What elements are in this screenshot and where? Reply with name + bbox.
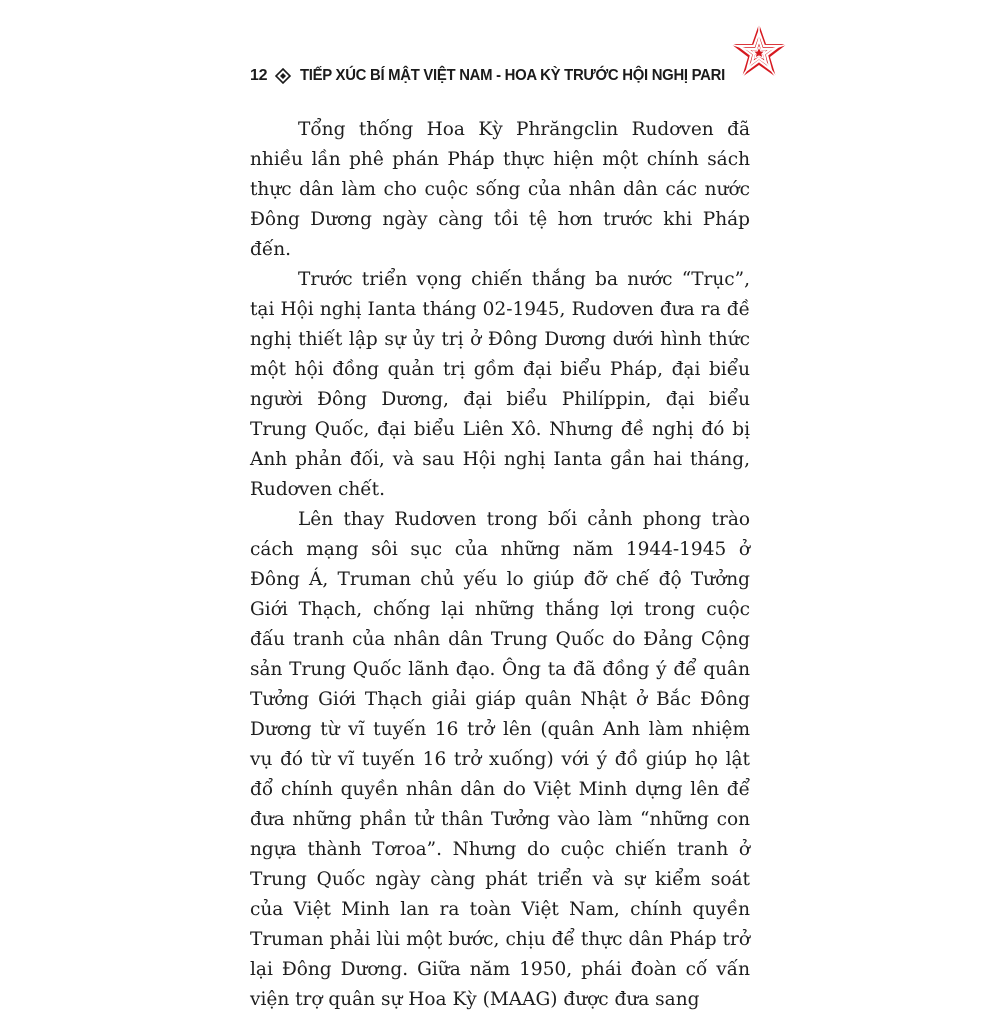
running-header — [250, 64, 750, 88]
body-text — [250, 115, 750, 1015]
diamond-icon — [275, 68, 291, 84]
running-title: TIẾP XÚC BÍ MẬT VIỆT NAM - HOA KỲ TRƯỚC HỘI NGHỊ PARI — [300, 67, 726, 84]
paragraph: Trước triển vọng chiến thắng ba nước “Trục”, tại Hội nghị Ianta tháng 02-1945, Rudơven đưa ra đề nghị thiết lập sự ủy trị ở Đông Dương dưới hình thức một hội đồng quản trị gồm đại biểu Pháp, đại biểu người Đông Dương, đại biểu Philíppin, đại biểu Trung Quốc, đại biểu Liên Xô. Nhưng đề nghị đó bị Anh phản đối, và sau Hội nghị Ianta gần hai tháng, Rudơven chết. — [250, 269, 750, 500]
page-number: 12 — [250, 67, 268, 84]
paragraph: Lên thay Rudơven trong bối cảnh phong trào cách mạng sôi sục của những năm 1944-1945 ở Đông Á, Truman chủ yếu lo giúp đỡ chế độ Tưởng Giới Thạch, chống lại những thắng lợi trong cuộc đấu tranh của nhân dân Trung Quốc do Đảng Cộng sản Trung Quốc lãnh đạo. Ông ta đã đồng ý để quân Tưởng Giới Thạch giải giáp quân Nhật ở Bắc Đông Dương từ vĩ tuyến 16 trở lên (quân Anh làm nhiệm vụ đó từ vĩ tuyến 16 trở xuống) với ý đồ giúp họ lật đổ chính quyền nhân dân do Việt Minh dựng lên để đưa những phần tử thân Tưởng vào làm “những con ngựa thành Tơroa”. Nhưng do cuộc chiến tranh ở Trung Quốc ngày càng phát triển và sự kiểm soát của Việt Minh lan ra toàn Việt Nam, chính quyền Truman phải lùi một bước, chịu để thực dân Pháp trở lại Đông Dương. Giữa năm 1950, phái đoàn cố vấn viện trợ quân sự Hoa Kỳ (MAAG) được đưa sang — [250, 509, 750, 1010]
paragraph: Tổng thống Hoa Kỳ Phrăngclin Rudơven đã nhiều lần phê phán Pháp thực hiện một chính sách thực dân làm cho cuộc sống của nhân dân các nước Đông Dương ngày càng tồi tệ hơn trước khi Pháp đến. — [250, 119, 750, 260]
